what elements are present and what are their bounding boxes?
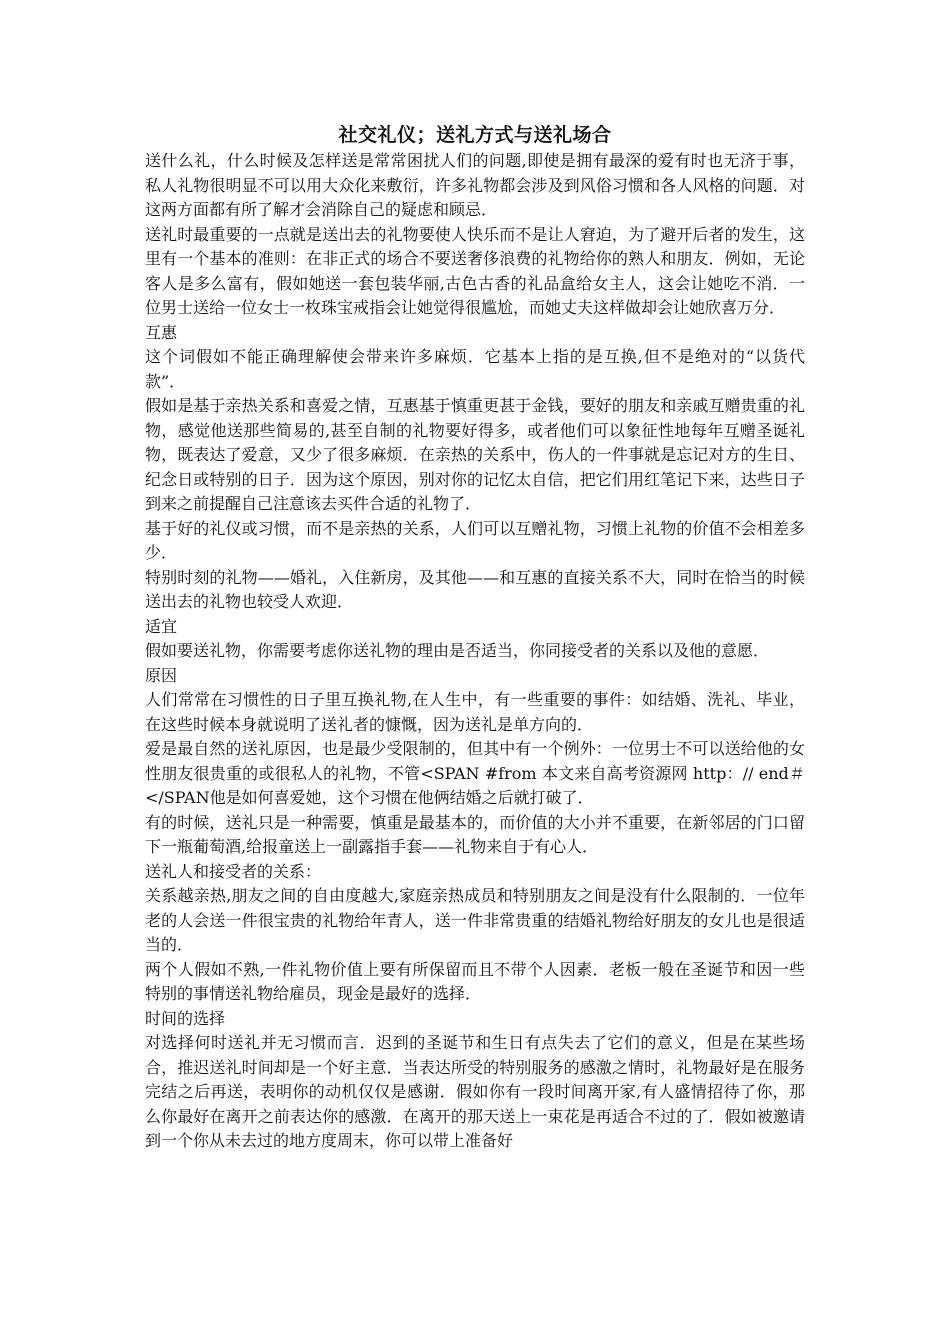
paragraph: 关系越亲热,朋友之间的自由度越大,家庭亲热成员和特别朋友之间是没有什么限制的．一位年老的人会送一件很宝贵的礼物给年青人，送一件非常贵重的结婚礼物给好朋友的女儿也是很适当的． — [145, 886, 805, 954]
section-heading: 适宜 — [145, 616, 178, 636]
document-title: 社交礼仪；送礼方式与送礼场合 — [338, 124, 612, 146]
document-page — [145, 121, 805, 1154]
paragraph: 两个人假如不熟,一件礼物价值上要有所保留而且不带个人因素．老板一般在圣诞节和因一些特别的事情送礼物给雇员，现金是最好的选择． — [145, 959, 805, 1003]
section-heading: 时间的选择 — [145, 1008, 226, 1028]
paragraph: 人们常常在习惯性的日子里互换礼物,在人生中，有一些重要的事件：如结婚、洗礼、毕业，在这些时候本身就说明了送礼者的慷慨，因为送礼是单方向的． — [145, 690, 805, 734]
section-heading: 互惠 — [145, 322, 178, 342]
section-heading: 送礼人和接受者的关系： — [145, 861, 322, 881]
section-heading: 原因 — [145, 665, 178, 685]
paragraph: 送礼时最重要的一点就是送出去的礼物要使人快乐而不是让人窘迫，为了避开后者的发生，这里有一个基本的准则：在非正式的场合不要送奢侈浪费的礼物给你的熟人和朋友．例如，无论客人是多么富有，假如她送一套包装华丽,古色古香的礼品盒给女主人，这会让她吃不消．一位男士送给一位女士一枚珠宝戒指会让她觉得很尴尬，而她丈夫这样做却会让她欣喜万分． — [145, 224, 805, 317]
paragraph: 对选择何时送礼并无习惯而言．迟到的圣诞节和生日有点失去了它们的意义，但是在某些场合，推迟送礼时间却是一个好主意．当表达所受的特别服务的感激之情时，礼物最好是在服务完结之后再送，表明你的动机仅仅是感谢．假如你有一段时间离开家,有人盛情招待了你，那么你最好在离开之前表达你的感激．在离开的那天送上一束花是再适合不过的了．假如被邀请到一个你从未去过的地方度周末，你可以带上准备好 — [145, 1033, 805, 1150]
paragraph: 这个词假如不能正确理解使会带来许多麻烦．它基本上指的是互换,但不是绝对的“以货代款”． — [145, 347, 805, 391]
paragraph: 假如是基于亲热关系和喜爱之情，互惠基于慎重更甚于金钱，要好的朋友和亲戚互赠贵重的礼物，感觉他送那些简易的,甚至自制的礼物要好得多，或者他们可以象征性地每年互赠圣诞礼物，既表达了爱意，又少了很多麻烦．在亲热的关系中，伤人的一件事就是忘记对方的生日、纪念日或特别的日子．因为这个原因，别对你的记忆太自信，把它们用红笔记下来，达些日子到来之前提醒自己注意该去买件合适的礼物了． — [145, 396, 805, 513]
paragraph: 送什么礼，什么时候及怎样送是常常困扰人们的问题,即使是拥有最深的爱有时也无济于事，私人礼物很明显不可以用大众化来敷衍，许多礼物都会涉及到风俗习惯和各人风格的问题．对这两方面都有所了解才会消除自己的疑虑和顾忌． — [145, 151, 805, 219]
paragraph: 特别时刻的礼物——婚礼，入住新房，及其他——和互惠的直接关系不大，同时在恰当的时候送出去的礼物也较受人欢迎． — [145, 567, 805, 611]
paragraph: 假如要送礼物，你需要考虑你送礼物的理由是否适当，你同接受者的关系以及他的意愿． — [145, 641, 770, 660]
document-body — [145, 149, 805, 1154]
paragraph: 基于好的礼仪或习惯，而不是亲热的关系，人们可以互赠礼物，习惯上礼物的价值不会相差多少． — [145, 518, 805, 562]
paragraph: 有的时候，送礼只是一种需要，慎重是最基本的，而价值的大小并不重要，在新邻居的门口留下一瓶葡萄酒,给报童送上一副露指手套——礼物来自于有心人． — [145, 812, 805, 856]
paragraph: 爱是最自然的送礼原因，也是最少受限制的，但其中有一个例外：一位男士不可以送给他的女性朋友很贵重的或很私人的礼物，不管<SPAN #from 本文来自高考资源网 http：// end＃</SPAN他是如何喜爱她，这个习惯在他俩结婚之后就打破了． — [145, 739, 805, 807]
